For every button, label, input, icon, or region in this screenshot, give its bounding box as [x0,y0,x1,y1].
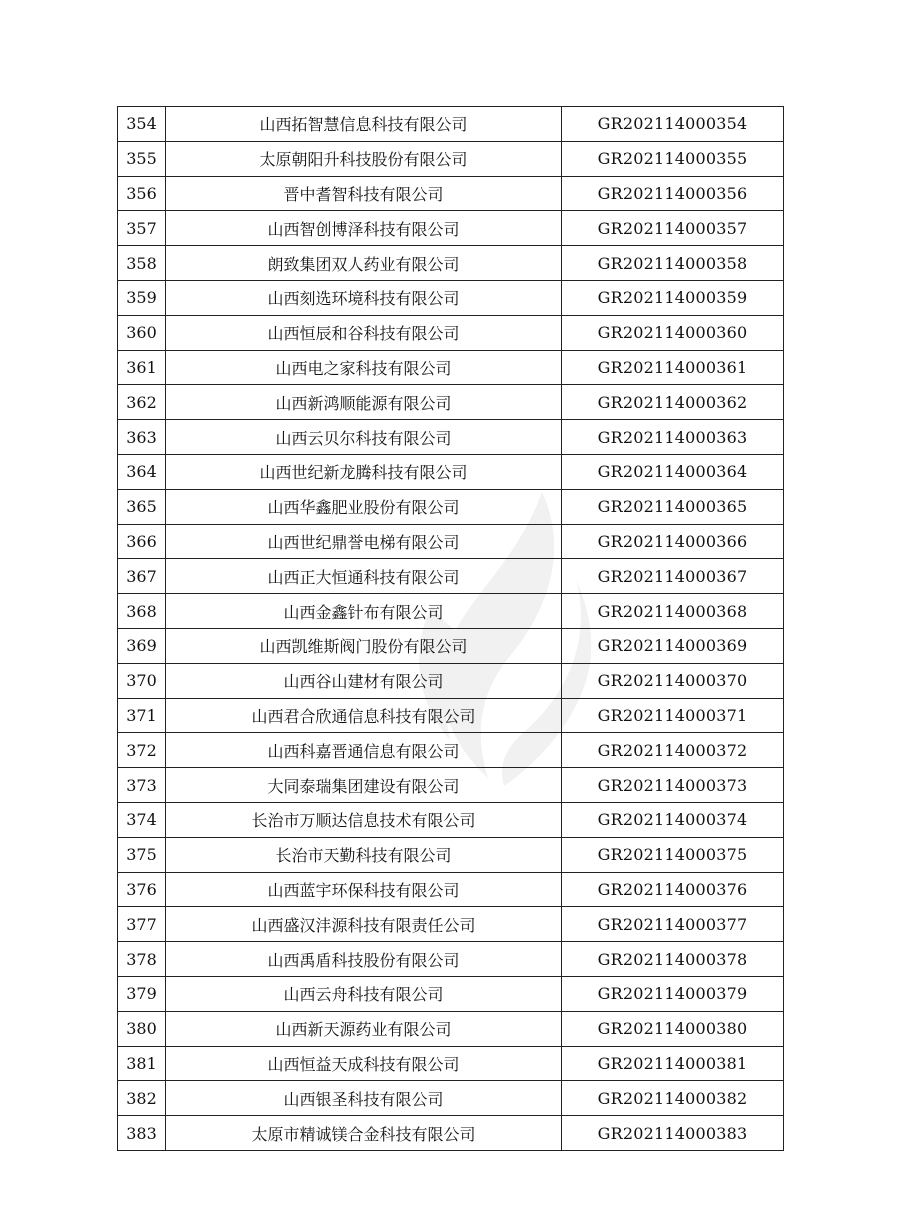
row-number-cell: 382 [118,1081,166,1116]
row-number-cell: 360 [118,315,166,350]
row-number-cell: 364 [118,454,166,489]
row-number-cell: 367 [118,559,166,594]
certificate-code-cell: GR202114000381 [562,1046,784,1081]
table-row [118,768,784,803]
row-number-cell: 376 [118,872,166,907]
certificate-code-cell: GR202114000354 [562,107,784,142]
table-row [118,1116,784,1151]
certificate-code-cell: GR202114000370 [562,663,784,698]
certificate-code-cell: GR202114000363 [562,420,784,455]
certificate-code-cell: GR202114000379 [562,976,784,1011]
row-number-cell: 381 [118,1046,166,1081]
table-row [118,350,784,385]
table-row [118,1046,784,1081]
certificate-code-cell: GR202114000372 [562,733,784,768]
row-number-cell: 383 [118,1116,166,1151]
company-name-cell: 山西电之家科技有限公司 [166,350,562,385]
company-name-cell: 山西华鑫肥业股份有限公司 [166,489,562,524]
certificate-code-cell: GR202114000364 [562,454,784,489]
table-row [118,176,784,211]
company-name-cell: 山西科嘉晋通信息有限公司 [166,733,562,768]
table-row [118,837,784,872]
company-name-cell: 朗致集团双人药业有限公司 [166,246,562,281]
certificate-code-cell: GR202114000365 [562,489,784,524]
row-number-cell: 358 [118,246,166,281]
table-row [118,802,784,837]
certificate-code-cell: GR202114000361 [562,350,784,385]
company-name-cell: 山西云贝尔科技有限公司 [166,420,562,455]
company-name-cell: 长治市万顺达信息技术有限公司 [166,802,562,837]
certificate-code-cell: GR202114000378 [562,942,784,977]
table-row [118,733,784,768]
company-name-cell: 山西凯维斯阀门股份有限公司 [166,628,562,663]
table-row [118,420,784,455]
certificate-code-cell: GR202114000380 [562,1011,784,1046]
row-number-cell: 377 [118,907,166,942]
row-number-cell: 362 [118,385,166,420]
company-name-cell: 山西恒益天成科技有限公司 [166,1046,562,1081]
row-number-cell: 366 [118,524,166,559]
table-row [118,489,784,524]
certificate-code-cell: GR202114000371 [562,698,784,733]
row-number-cell: 373 [118,768,166,803]
certificate-code-cell: GR202114000360 [562,315,784,350]
certificate-code-cell: GR202114000357 [562,211,784,246]
certificate-code-cell: GR202114000377 [562,907,784,942]
table-row [118,454,784,489]
table-row [118,594,784,629]
company-name-cell: 山西恒辰和谷科技有限公司 [166,315,562,350]
row-number-cell: 371 [118,698,166,733]
table-row [118,872,784,907]
table-row [118,141,784,176]
row-number-cell: 378 [118,942,166,977]
company-name-cell: 山西新天源药业有限公司 [166,1011,562,1046]
certificate-code-cell: GR202114000369 [562,628,784,663]
table-row [118,1011,784,1046]
company-list-table [117,106,784,1151]
table-row [118,907,784,942]
company-name-cell: 山西智创博泽科技有限公司 [166,211,562,246]
company-name-cell: 山西正大恒通科技有限公司 [166,559,562,594]
company-name-cell: 山西银圣科技有限公司 [166,1081,562,1116]
certificate-code-cell: GR202114000367 [562,559,784,594]
certificate-code-cell: GR202114000368 [562,594,784,629]
company-name-cell: 山西盛汉沣源科技有限责任公司 [166,907,562,942]
row-number-cell: 357 [118,211,166,246]
company-name-cell: 太原朝阳升科技股份有限公司 [166,141,562,176]
company-name-cell: 山西君合欣通信息科技有限公司 [166,698,562,733]
certificate-code-cell: GR202114000383 [562,1116,784,1151]
company-name-cell: 晋中耆智科技有限公司 [166,176,562,211]
certificate-code-cell: GR202114000374 [562,802,784,837]
company-name-cell: 山西世纪鼎誉电梯有限公司 [166,524,562,559]
table-row [118,246,784,281]
company-name-cell: 山西禹盾科技股份有限公司 [166,942,562,977]
row-number-cell: 359 [118,280,166,315]
company-list-body [118,107,784,1151]
table-row [118,559,784,594]
table-row [118,385,784,420]
company-name-cell: 山西蓝宇环保科技有限公司 [166,872,562,907]
company-name-cell: 山西世纪新龙腾科技有限公司 [166,454,562,489]
company-name-cell: 山西拓智慧信息科技有限公司 [166,107,562,142]
table-row [118,315,784,350]
certificate-code-cell: GR202114000358 [562,246,784,281]
certificate-code-cell: GR202114000382 [562,1081,784,1116]
row-number-cell: 368 [118,594,166,629]
row-number-cell: 380 [118,1011,166,1046]
row-number-cell: 361 [118,350,166,385]
company-name-cell: 山西刻选环境科技有限公司 [166,280,562,315]
company-name-cell: 山西云舟科技有限公司 [166,976,562,1011]
row-number-cell: 363 [118,420,166,455]
table-row [118,107,784,142]
company-name-cell: 长治市天勤科技有限公司 [166,837,562,872]
table-row [118,698,784,733]
row-number-cell: 374 [118,802,166,837]
certificate-code-cell: GR202114000362 [562,385,784,420]
row-number-cell: 365 [118,489,166,524]
row-number-cell: 370 [118,663,166,698]
company-name-cell: 山西金鑫针布有限公司 [166,594,562,629]
row-number-cell: 375 [118,837,166,872]
certificate-code-cell: GR202114000359 [562,280,784,315]
certificate-code-cell: GR202114000376 [562,872,784,907]
table-row [118,1081,784,1116]
table-row [118,942,784,977]
table-row [118,524,784,559]
company-name-cell: 山西新鸿顺能源有限公司 [166,385,562,420]
row-number-cell: 372 [118,733,166,768]
row-number-cell: 355 [118,141,166,176]
table-row [118,628,784,663]
row-number-cell: 379 [118,976,166,1011]
certificate-code-cell: GR202114000356 [562,176,784,211]
row-number-cell: 369 [118,628,166,663]
certificate-code-cell: GR202114000366 [562,524,784,559]
company-name-cell: 大同泰瑞集团建设有限公司 [166,768,562,803]
company-name-cell: 山西谷山建材有限公司 [166,663,562,698]
table-row [118,211,784,246]
row-number-cell: 354 [118,107,166,142]
certificate-code-cell: GR202114000375 [562,837,784,872]
certificate-code-cell: GR202114000373 [562,768,784,803]
row-number-cell: 356 [118,176,166,211]
table-row [118,663,784,698]
certificate-code-cell: GR202114000355 [562,141,784,176]
company-name-cell: 太原市精诚镁合金科技有限公司 [166,1116,562,1151]
table-row [118,976,784,1011]
table-row [118,280,784,315]
